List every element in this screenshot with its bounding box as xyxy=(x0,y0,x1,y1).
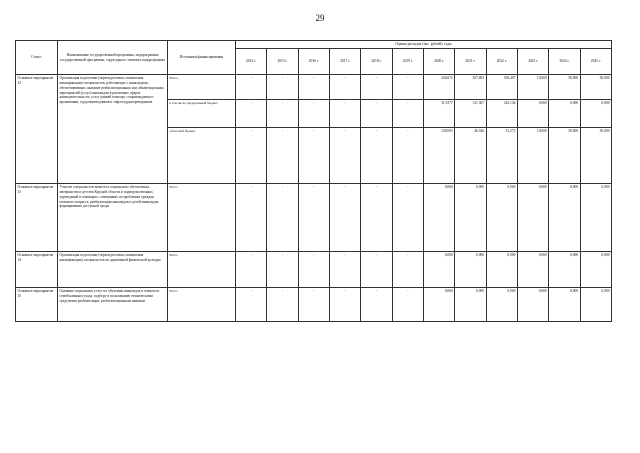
header-year: 2015 г. xyxy=(267,49,298,75)
value-cell: 0,000 xyxy=(580,252,611,288)
value-cell: 0,000 xyxy=(455,288,486,322)
value-cell: - xyxy=(361,184,392,252)
value-cell: 0,000 xyxy=(549,100,580,128)
value-cell: 0,000 xyxy=(423,288,454,322)
measure-name-cell: Организация подготовки (переподготовки, повышения квалификации) специалистов, работающих с инвалидами, обеспечивающих оказание реабилитационных или абилитационных мероприятий (услуг) инвалидам в различных сферах жизнедеятельности, услуг ранней помощи, сопровождаемого проживания, сурдопереводчиков и тифлосурдопереводчиков xyxy=(58,75,168,184)
value-cell: - xyxy=(267,128,298,184)
measure-name-cell: Участие специалистов комитета социального обеспечения, материнства и детства Курской области и подведомственных учреждений в семинарах, совещаниях по проблемам граждан пожилого возраста, реабилитации инвалидов и детей-инвалидов, формирования доступной среды xyxy=(58,184,168,252)
status-cell: Основное мероприятие 13 xyxy=(16,184,58,252)
value-cell: - xyxy=(298,100,329,128)
value-cell: - xyxy=(361,100,392,128)
status-cell: Основное мероприятие 14 xyxy=(16,252,58,288)
value-cell: 0,000 xyxy=(580,100,611,128)
value-cell: - xyxy=(392,128,423,184)
value-cell: 50,000 xyxy=(580,75,611,100)
header-year: 2018 г. xyxy=(361,49,392,75)
value-cell: - xyxy=(392,75,423,100)
value-cell: - xyxy=(361,128,392,184)
value-cell: - xyxy=(329,184,360,252)
value-cell: - xyxy=(298,288,329,322)
value-cell: - xyxy=(329,288,360,322)
value-cell: - xyxy=(236,100,267,128)
header-sources: Источники финансирования xyxy=(168,41,236,75)
value-cell: - xyxy=(361,252,392,288)
value-cell: 10,000 xyxy=(517,128,548,184)
table-row xyxy=(16,252,612,288)
status-cell: Основное мероприятие 15 xyxy=(16,288,58,322)
status-cell: Основное мероприятие 12 xyxy=(16,75,58,184)
value-cell: - xyxy=(267,184,298,252)
value-cell: - xyxy=(267,252,298,288)
value-cell: - xyxy=(329,252,360,288)
value-cell: - xyxy=(236,75,267,100)
table-row xyxy=(16,75,612,100)
header-year: 2020 г. xyxy=(423,49,454,75)
value-cell: - xyxy=(236,128,267,184)
header-year: 2017 г. xyxy=(329,49,360,75)
value-cell: 0,000 xyxy=(580,288,611,322)
value-cell: - xyxy=(361,288,392,322)
value-cell: 10,000 xyxy=(517,75,548,100)
value-cell: 0,000 xyxy=(517,100,548,128)
funding-source-cell: в том числе: федеральный бюджет xyxy=(168,100,236,128)
value-cell: 51,273 xyxy=(486,128,517,184)
funding-source-cell: Всего, xyxy=(168,75,236,100)
header-year: 2025 г. xyxy=(580,49,611,75)
value-cell: 0,000 xyxy=(455,184,486,252)
header-year: 2024 г. xyxy=(549,49,580,75)
value-cell: - xyxy=(236,184,267,252)
funding-source-cell: областной бюджет xyxy=(168,128,236,184)
funding-source-cell: Всего xyxy=(168,288,236,322)
value-cell: - xyxy=(329,75,360,100)
value-cell: 0,000 xyxy=(549,184,580,252)
value-cell: - xyxy=(329,100,360,128)
value-cell: - xyxy=(267,288,298,322)
value-cell: 0,000 xyxy=(549,252,580,288)
value-cell: 357,893 xyxy=(455,75,486,100)
header-status: Статус xyxy=(16,41,58,75)
value-cell: 343,134 xyxy=(486,100,517,128)
value-cell: - xyxy=(392,252,423,288)
value-cell: - xyxy=(236,288,267,322)
value-cell: 50,000 xyxy=(580,128,611,184)
funding-source-cell: Всего xyxy=(168,252,236,288)
value-cell: - xyxy=(298,128,329,184)
header-estimate: Оценка расходов (тыс. рублей), годы xyxy=(236,41,612,49)
value-cell: - xyxy=(267,100,298,128)
value-cell: 444,672 xyxy=(423,75,454,100)
measure-name-cell: Организация подготовки (переподготовки, повышения квалификации) специалистов по адаптивной физической культуре xyxy=(58,252,168,288)
value-cell: 130,695 xyxy=(423,128,454,184)
value-cell: - xyxy=(329,128,360,184)
expenditure-table xyxy=(15,40,612,322)
value-cell: 313,977 xyxy=(423,100,454,128)
value-cell: - xyxy=(361,75,392,100)
table-row xyxy=(16,288,612,322)
header-name: Наименование государственной программы, подпрограммы государственной программы, структурного элемента подпрограммы xyxy=(58,41,168,75)
value-cell: - xyxy=(392,100,423,128)
value-cell: 0,000 xyxy=(486,184,517,252)
header-year: 2021 г. xyxy=(455,49,486,75)
value-cell: 0,000 xyxy=(423,184,454,252)
value-cell: 0,000 xyxy=(486,252,517,288)
value-cell: - xyxy=(392,288,423,322)
value-cell: 50,000 xyxy=(549,75,580,100)
value-cell: 0,000 xyxy=(549,288,580,322)
value-cell: 46,526 xyxy=(455,128,486,184)
value-cell: - xyxy=(298,184,329,252)
value-cell: 0,000 xyxy=(423,252,454,288)
value-cell: - xyxy=(267,75,298,100)
value-cell: 394,407 xyxy=(486,75,517,100)
value-cell: 50,000 xyxy=(549,128,580,184)
value-cell: - xyxy=(392,184,423,252)
header-year: 2016 г. xyxy=(298,49,329,75)
value-cell: - xyxy=(236,252,267,288)
header-year: 2023 г. xyxy=(517,49,548,75)
header-year: 2019 г. xyxy=(392,49,423,75)
header-year: 2022 г. xyxy=(486,49,517,75)
page-number: 29 xyxy=(315,13,325,23)
value-cell: 0,000 xyxy=(517,252,548,288)
value-cell: 311,367 xyxy=(455,100,486,128)
value-cell: 0,000 xyxy=(580,184,611,252)
measure-name-cell: Оказание социальных услуг по обучению инвалидов и членов их семей навыкам ухода, подбору и пользованию техническими средствами реабилитации, реабилитационным навыкам xyxy=(58,288,168,322)
value-cell: 0,000 xyxy=(455,252,486,288)
value-cell: - xyxy=(298,75,329,100)
funding-source-cell: Всего xyxy=(168,184,236,252)
value-cell: 0,000 xyxy=(517,184,548,252)
value-cell: 0,000 xyxy=(517,288,548,322)
value-cell: - xyxy=(298,252,329,288)
value-cell: 0,000 xyxy=(486,288,517,322)
header-year: 2014 г. xyxy=(236,49,267,75)
table-row xyxy=(16,184,612,252)
